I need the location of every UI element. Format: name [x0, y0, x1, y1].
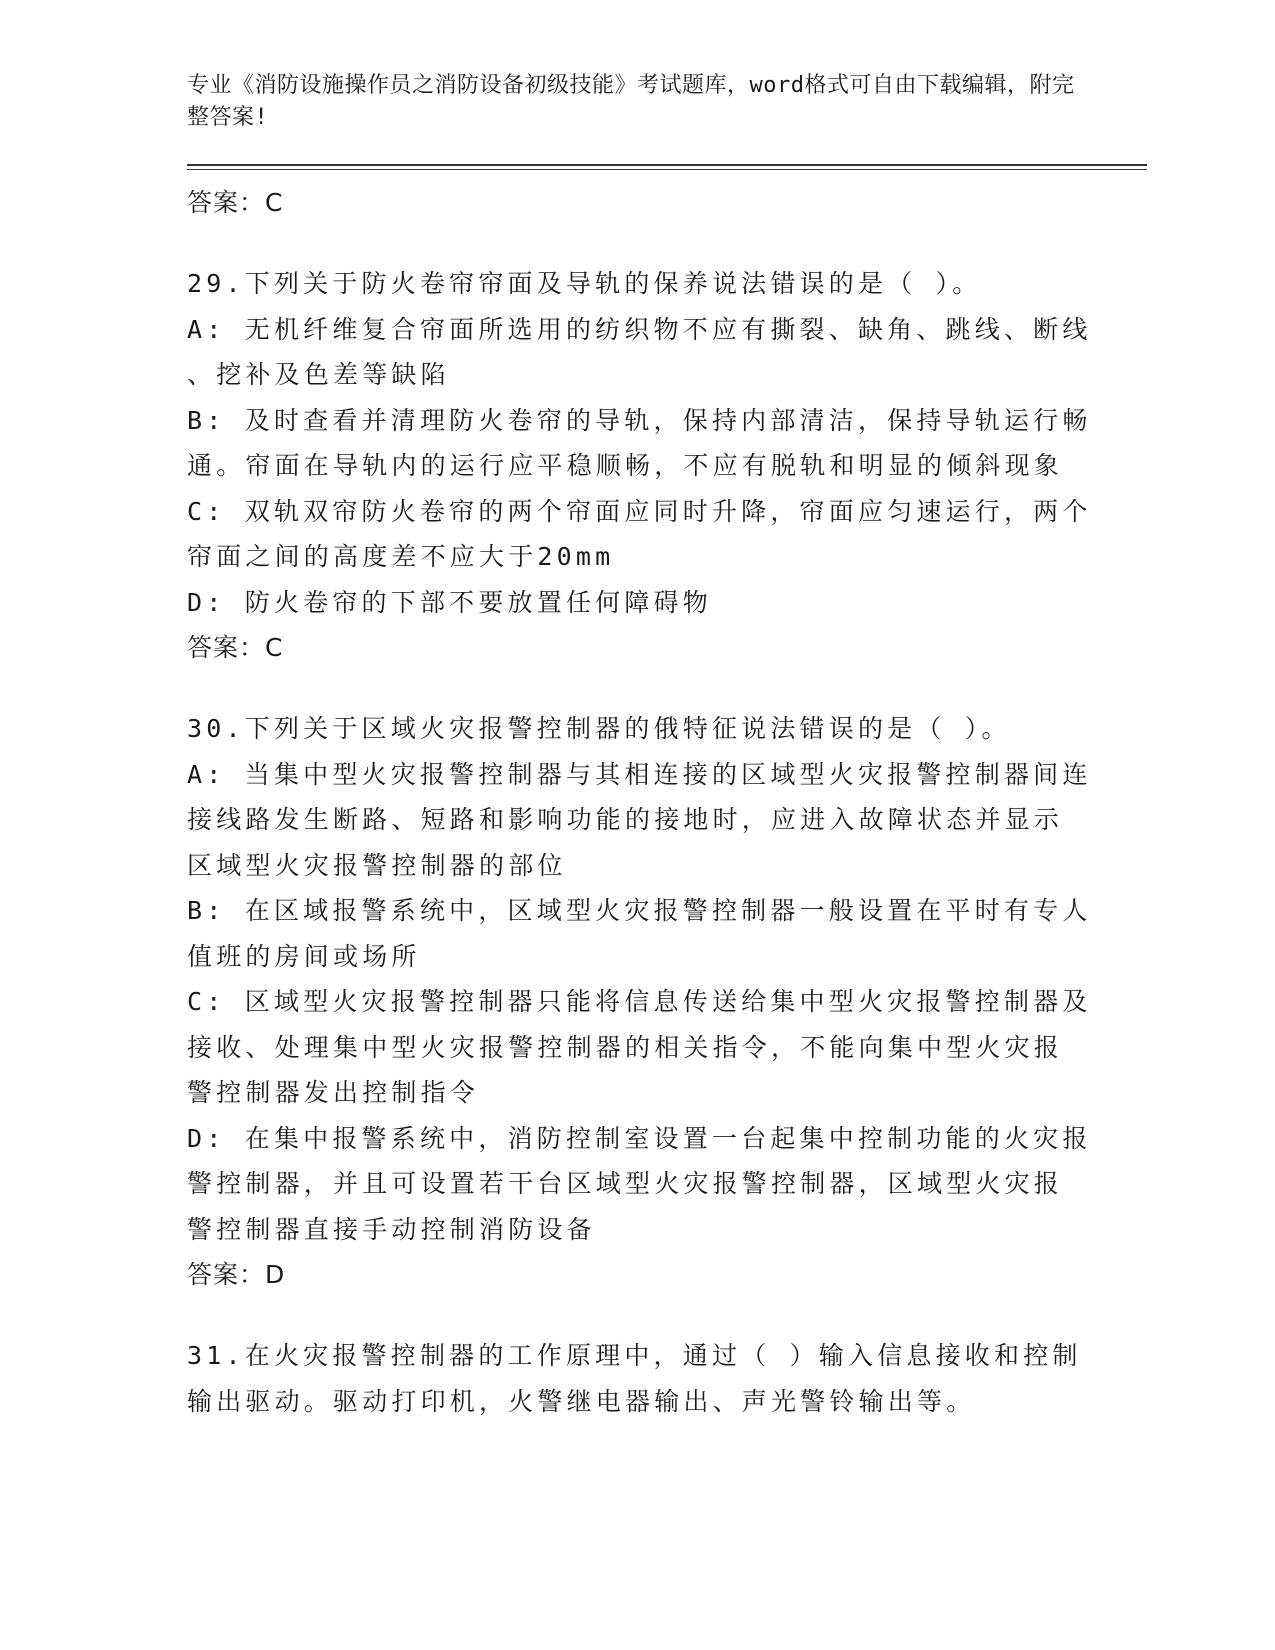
option-c: C: 区域型火灾报警控制器只能将信息传送给集中型火灾报警控制器及 [187, 987, 1092, 1016]
option-c-continued: 警控制器发出控制指令 [187, 1078, 480, 1107]
document-page [187, 70, 1147, 1424]
question-30 [187, 706, 1147, 1297]
option-a-continued: 接线路发生断路、短路和影响功能的接地时，应进入故障状态并显示 [187, 805, 1064, 834]
option-b: B: 及时查看并清理防火卷帘的导轨，保持内部清洁，保持导轨运行畅 [187, 405, 1092, 435]
question-29 [187, 261, 1147, 670]
document-header: 专业《消防设施操作员之消防设备初级技能》考试题库，word格式可自由下载编辑，附完整答案! [187, 73, 1075, 130]
option-a: A: 无机纤维复合帘面所选用的纺织物不应有撕裂、缺角、跳线、断线 [187, 314, 1092, 344]
option-a-continued: 区域型火灾报警控制器的部位 [187, 850, 567, 880]
question-stem: 30.下列关于区域火灾报警控制器的俄特征说法错误的是（ ）。 [187, 714, 1011, 743]
option-c-continued: 接收、处理集中型火灾报警控制器的相关指令，不能向集中型火灾报 [187, 1032, 1064, 1062]
option-b-continued: 值班的房间或场所 [187, 941, 421, 971]
previous-answer: 答案：C [187, 188, 284, 217]
option-d: D: 在集中报警系统中，消防控制室设置一台起集中控制功能的火灾报 [187, 1123, 1092, 1153]
question-stem-continued: 输出驱动。驱动打印机，火警继电器输出、声光警铃输出等。 [187, 1386, 976, 1416]
answer: 答案：C [187, 633, 284, 662]
question-stem: 31.在火灾报警控制器的工作原理中，通过（ ）输入信息接收和控制 [187, 1341, 1082, 1370]
question-31 [187, 1333, 1147, 1424]
header-divider [187, 164, 1147, 170]
option-d-continued: 警控制器直接手动控制消防设备 [187, 1214, 596, 1244]
option-b: B: 在区域报警系统中，区域型火灾报警控制器一般设置在平时有专人 [187, 896, 1092, 925]
option-d-continued: 警控制器，并且可设置若干台区域型火灾报警控制器，区域型火灾报 [187, 1169, 1064, 1198]
option-b-continued: 通。帘面在导轨内的运行应平稳顺畅，不应有脱轨和明显的倾斜现象 [187, 451, 1064, 480]
option-d: D: 防火卷帘的下部不要放置任何障碍物 [187, 587, 712, 617]
option-a: A: 当集中型火灾报警控制器与其相连接的区域型火灾报警控制器间连 [187, 759, 1092, 789]
option-a-continued: 、挖补及色差等缺陷 [187, 360, 450, 389]
question-stem: 29.下列关于防火卷帘帘面及导轨的保养说法错误的是（ ）。 [187, 269, 982, 298]
answer: 答案：D [187, 1260, 286, 1289]
option-c: C: 双轨双帘防火卷帘的两个帘面应同时升降，帘面应匀速运行，两个 [187, 496, 1092, 526]
option-c-continued: 帘面之间的高度差不应大于20mm [187, 542, 615, 571]
